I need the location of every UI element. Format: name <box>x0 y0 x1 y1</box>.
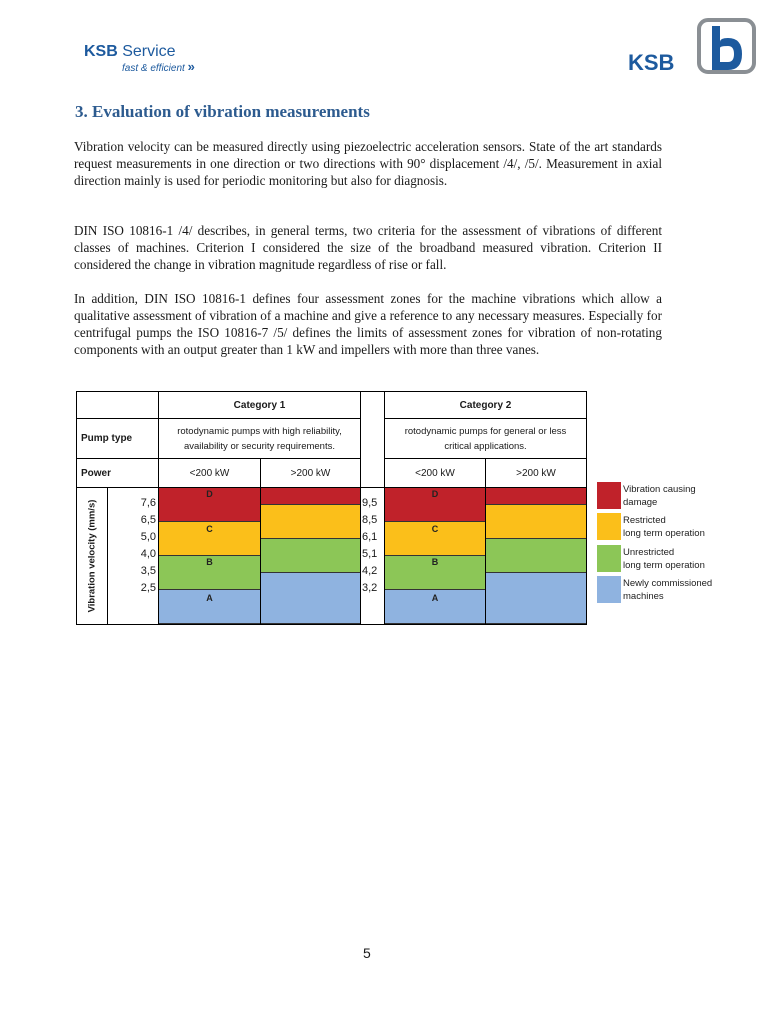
zone-b <box>261 539 360 573</box>
zone-c <box>385 522 485 556</box>
cat1-tick: 2,5 <box>140 582 156 594</box>
legend-line-2: long term operation <box>623 528 705 539</box>
cat1-high-zones <box>261 488 361 625</box>
zone-a <box>486 573 586 624</box>
legend-line-2: machines <box>623 591 664 602</box>
ksb-logo-text: KSB <box>628 50 675 75</box>
legend-text <box>623 483 696 509</box>
cat1-tick: 5,0 <box>140 531 156 543</box>
cat2-tick: 4,2 <box>362 565 378 577</box>
legend-item-damage <box>597 482 767 510</box>
ksb-service-title <box>84 43 195 61</box>
cat2-tick: 9,5 <box>362 497 378 509</box>
zone-d <box>486 488 586 505</box>
zone-b-label: B <box>206 557 213 567</box>
cat1-tick: 6,5 <box>140 514 156 526</box>
legend-swatch <box>597 482 621 509</box>
cat1-power-low: <200 kW <box>159 459 261 488</box>
brand-bold: KSB <box>84 43 118 60</box>
cat2-tick: 3,2 <box>362 582 378 594</box>
cat2-desc-line-2: critical applications. <box>444 440 527 452</box>
cat1-desc-line-1: rotodynamic pumps with high reliability, <box>177 425 342 437</box>
ksb-tagline <box>122 61 195 75</box>
legend-line-1: Vibration causing <box>623 484 696 495</box>
zone-a <box>261 573 360 624</box>
zone-c <box>261 505 360 539</box>
cat2-tick: 5,1 <box>362 548 378 560</box>
legend-text <box>623 546 705 572</box>
cat1-tick: 4,0 <box>140 548 156 560</box>
power-label: Power <box>77 459 159 488</box>
zone-c <box>159 522 260 556</box>
legend-line-1: Unrestricted <box>623 547 675 558</box>
zone-b <box>385 556 485 590</box>
y-axis-label-cell <box>77 488 108 625</box>
tagline-arrows-icon: » <box>187 59 195 74</box>
legend-item-new <box>597 576 767 604</box>
legend-line-1: Restricted <box>623 515 666 526</box>
zone-d <box>385 488 485 522</box>
legend-text <box>623 577 712 603</box>
brand-rest: Service <box>117 43 176 60</box>
cat2-low-zones <box>385 488 486 625</box>
ksb-logo <box>628 18 758 76</box>
paragraph-3: In addition, DIN ISO 10816-1 defines four assessment zones for the machine vibrations which allow a qualitative assessment of vibration of a machine and give a reference to any necessary measures. Especially for centrifugal pumps the ISO 10816-7 /5/ defines the limits of assessment zones for vibration of non-rotating components with an output greater than 1 kW and impellers with more than three vanes. <box>74 291 662 357</box>
zone-a-label: A <box>206 593 213 603</box>
zone-c-label: C <box>206 524 213 534</box>
legend-swatch <box>597 513 621 540</box>
zone-a <box>385 590 485 624</box>
cat1-low-zones <box>159 488 261 625</box>
zone-d <box>159 488 260 522</box>
legend-line-2: long term operation <box>623 560 705 571</box>
category-1-description <box>159 419 361 459</box>
legend-swatch <box>597 545 621 572</box>
zone-c-label: C <box>431 524 439 534</box>
zone-d-label: D <box>431 489 439 499</box>
zone-a-label: A <box>431 593 439 603</box>
gap-column <box>361 392 385 488</box>
legend-text <box>623 514 705 540</box>
ksb-service-logo <box>84 43 195 75</box>
cat2-power-high: >200 kW <box>486 459 587 488</box>
page-number: 5 <box>363 945 371 961</box>
pump-type-label: Pump type <box>77 419 159 459</box>
cat2-tick: 8,5 <box>362 514 378 526</box>
legend-item-unrestricted <box>597 545 767 573</box>
category-2-header: Category 2 <box>385 392 587 419</box>
cat2-tick: 6,1 <box>362 531 378 543</box>
tagline-text: fast & efficient <box>122 63 185 74</box>
cat2-tick-cell <box>361 488 385 625</box>
zone-b <box>486 539 586 573</box>
cat2-power-low: <200 kW <box>385 459 486 488</box>
zone-c <box>486 505 586 539</box>
legend-item-restricted <box>597 513 767 541</box>
zone-b-label: B <box>431 557 439 567</box>
cat1-power-high: >200 kW <box>261 459 361 488</box>
cat2-high-zones <box>486 488 587 625</box>
cat1-tick: 3,5 <box>140 565 156 577</box>
cat1-desc-line-2: availability or security requirements. <box>183 440 335 452</box>
section-heading: 3. Evaluation of vibration measurements <box>75 102 370 121</box>
paragraph-2: DIN ISO 10816-1 /4/ describes, in general terms, two criteria for the assessment of vibrations of different classes of machines. Criterion I considered the size of the broadband measured vibration. Criterion II considered the change in vibration magnitude regardless of rise or fall. <box>74 223 662 272</box>
header-blank-cell <box>77 392 159 419</box>
zone-b <box>159 556 260 590</box>
zone-d <box>261 488 360 505</box>
vibration-assessment-table <box>76 391 587 625</box>
paragraph-1: Vibration velocity can be measured directly using piezoelectric acceleration sensors. State of the art standards request measurements in one direction or two directions with 90° displacement /4/, /5/. Measurement in axial direction mainly is used for periodic monitoring but also for diagnosis. <box>74 139 662 188</box>
legend-swatch <box>597 576 621 603</box>
zone-a <box>159 590 260 624</box>
legend-line-1: Newly commissioned <box>623 578 713 589</box>
cat2-desc-line-1: rotodynamic pumps for general or less <box>404 425 567 437</box>
ksb-logo-icon <box>628 18 758 76</box>
cat1-tick: 7,6 <box>140 497 156 509</box>
category-2-description <box>385 419 587 459</box>
legend-line-2: damage <box>623 497 658 508</box>
zone-d-label: D <box>206 489 213 499</box>
cat1-tick-cell <box>108 488 159 625</box>
y-axis-label: Vibration velocity (mm/s) <box>86 499 98 613</box>
category-1-header: Category 1 <box>159 392 361 419</box>
